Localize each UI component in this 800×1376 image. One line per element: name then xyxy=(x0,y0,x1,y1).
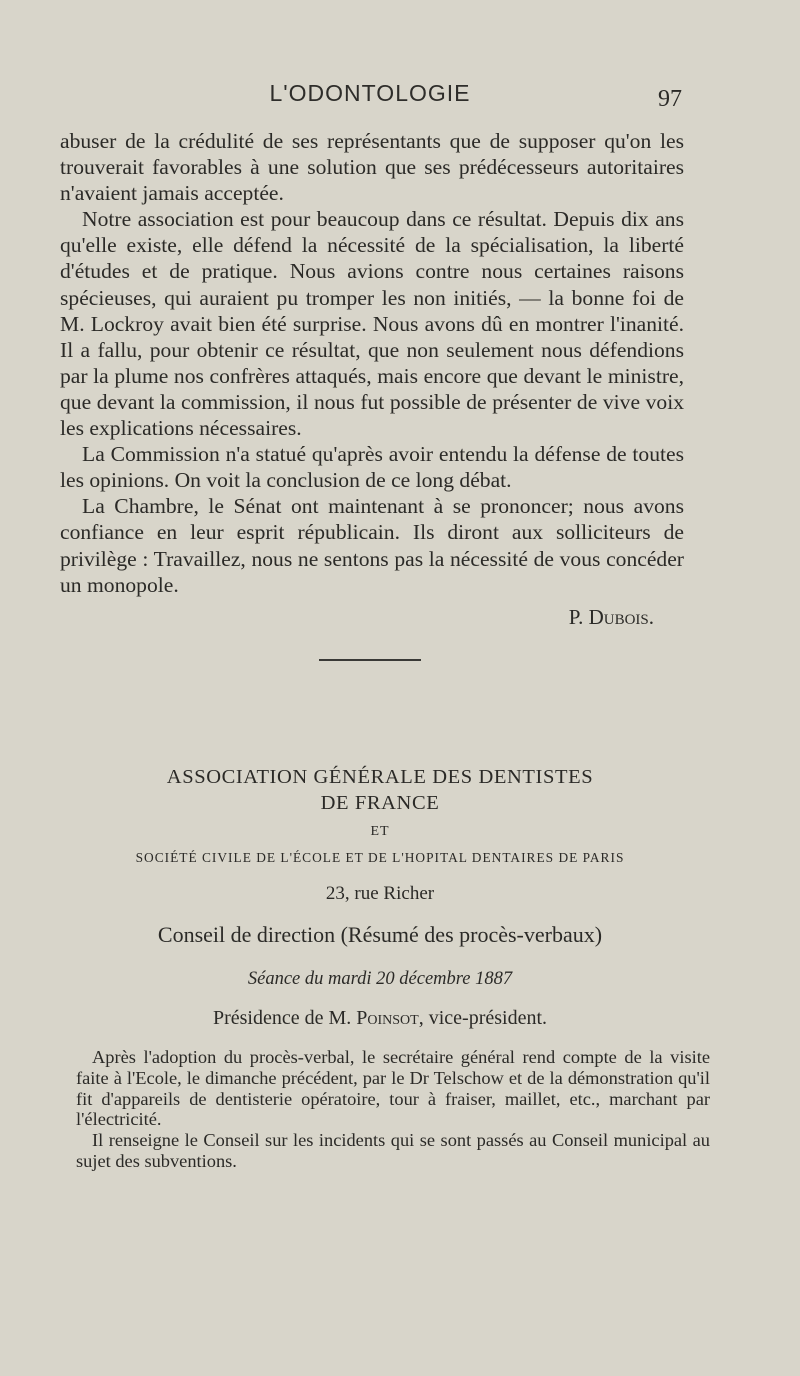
article-paragraph: Notre association est pour beaucoup dans ce résultat. Depuis dix ans qu'elle existe, elle défend la nécessité de la spécialisation, la liberté d'études et de pratique. Nous avions contre nous certaines raisons spécieuses, qui auraient pu tromper les non initiés, — la bonne foi de M. Lockroy avait bien été surprise. Nous avons dû en montrer l'inanité. Il a fallu, pour obtenir ce résultat, que non seulement nous défendions par la plume nos confrères attaqués, mais encore que devant le ministre, que devant la commission, il nous fut possible de présenter de vive voix les explications nécessaires. xyxy=(60,207,684,441)
association-title-line2: DE FRANCE xyxy=(320,792,440,814)
section-divider xyxy=(319,659,421,661)
association-title-line1: ASSOCIATION GÉNÉRALE DES DENTISTES xyxy=(166,766,594,788)
presidence-prefix: Présidence de M. xyxy=(212,1007,357,1029)
page-number: 97 xyxy=(658,86,682,112)
address: 23, rue Richer xyxy=(325,883,435,904)
page-header xyxy=(0,78,800,112)
minutes-body xyxy=(76,1047,710,1172)
running-head: L'ODONTOLOGIE xyxy=(269,80,471,106)
president-name: Poinsot xyxy=(356,1007,419,1029)
author-signature: P. Dubois. xyxy=(568,604,654,629)
article-body xyxy=(60,128,684,630)
minutes-paragraph: Après l'adoption du procès-verbal, le secrétaire général rend compte de la visite faite à l'Ecole, le dimanche précédent, par le Dr Telschow et de la démonstration qu'il fit d'appareils de dentisterie opératoire, tour à fraiser, maillet, etc., marchant par l'électricité. xyxy=(76,1047,710,1130)
article-paragraph: La Chambre, le Sénat ont maintenant à se prononcer; nous avons confiance en leur esprit républicain. Ils diront aux solliciteurs de privilège : Travaillez, nous ne sentons pas la nécessité de vous concéder un monopole. xyxy=(60,494,684,597)
article-paragraph: abuser de la crédulité de ses représentants que de supposer qu'on les trouverait favorables à une solution que ses prédécesseurs autoritaires n'avaient jamais acceptée. xyxy=(60,129,684,206)
article-paragraph: La Commission n'a statué qu'après avoir entendu la défense de toutes les opinions. On voit la conclusion de ce long débat. xyxy=(60,442,684,493)
association-heading xyxy=(60,764,700,1030)
seance-date: Séance du mardi 20 décembre 1887 xyxy=(247,969,513,989)
conjunction-et: ET xyxy=(370,824,390,839)
presidence-suffix: , vice-président. xyxy=(418,1007,548,1029)
minutes-paragraph: Il renseigne le Conseil sur les incidents qui se sont passés au Conseil municipal au sujet des subventions. xyxy=(76,1130,710,1171)
societe-title: SOCIÉTÉ CIVILE DE L'ÉCOLE ET DE L'HOPITAL DENTAIRES DE PARIS xyxy=(135,850,625,865)
conseil-heading: Conseil de direction (Résumé des procès-verbaux) xyxy=(157,922,603,947)
presidence-line xyxy=(60,1007,700,1030)
